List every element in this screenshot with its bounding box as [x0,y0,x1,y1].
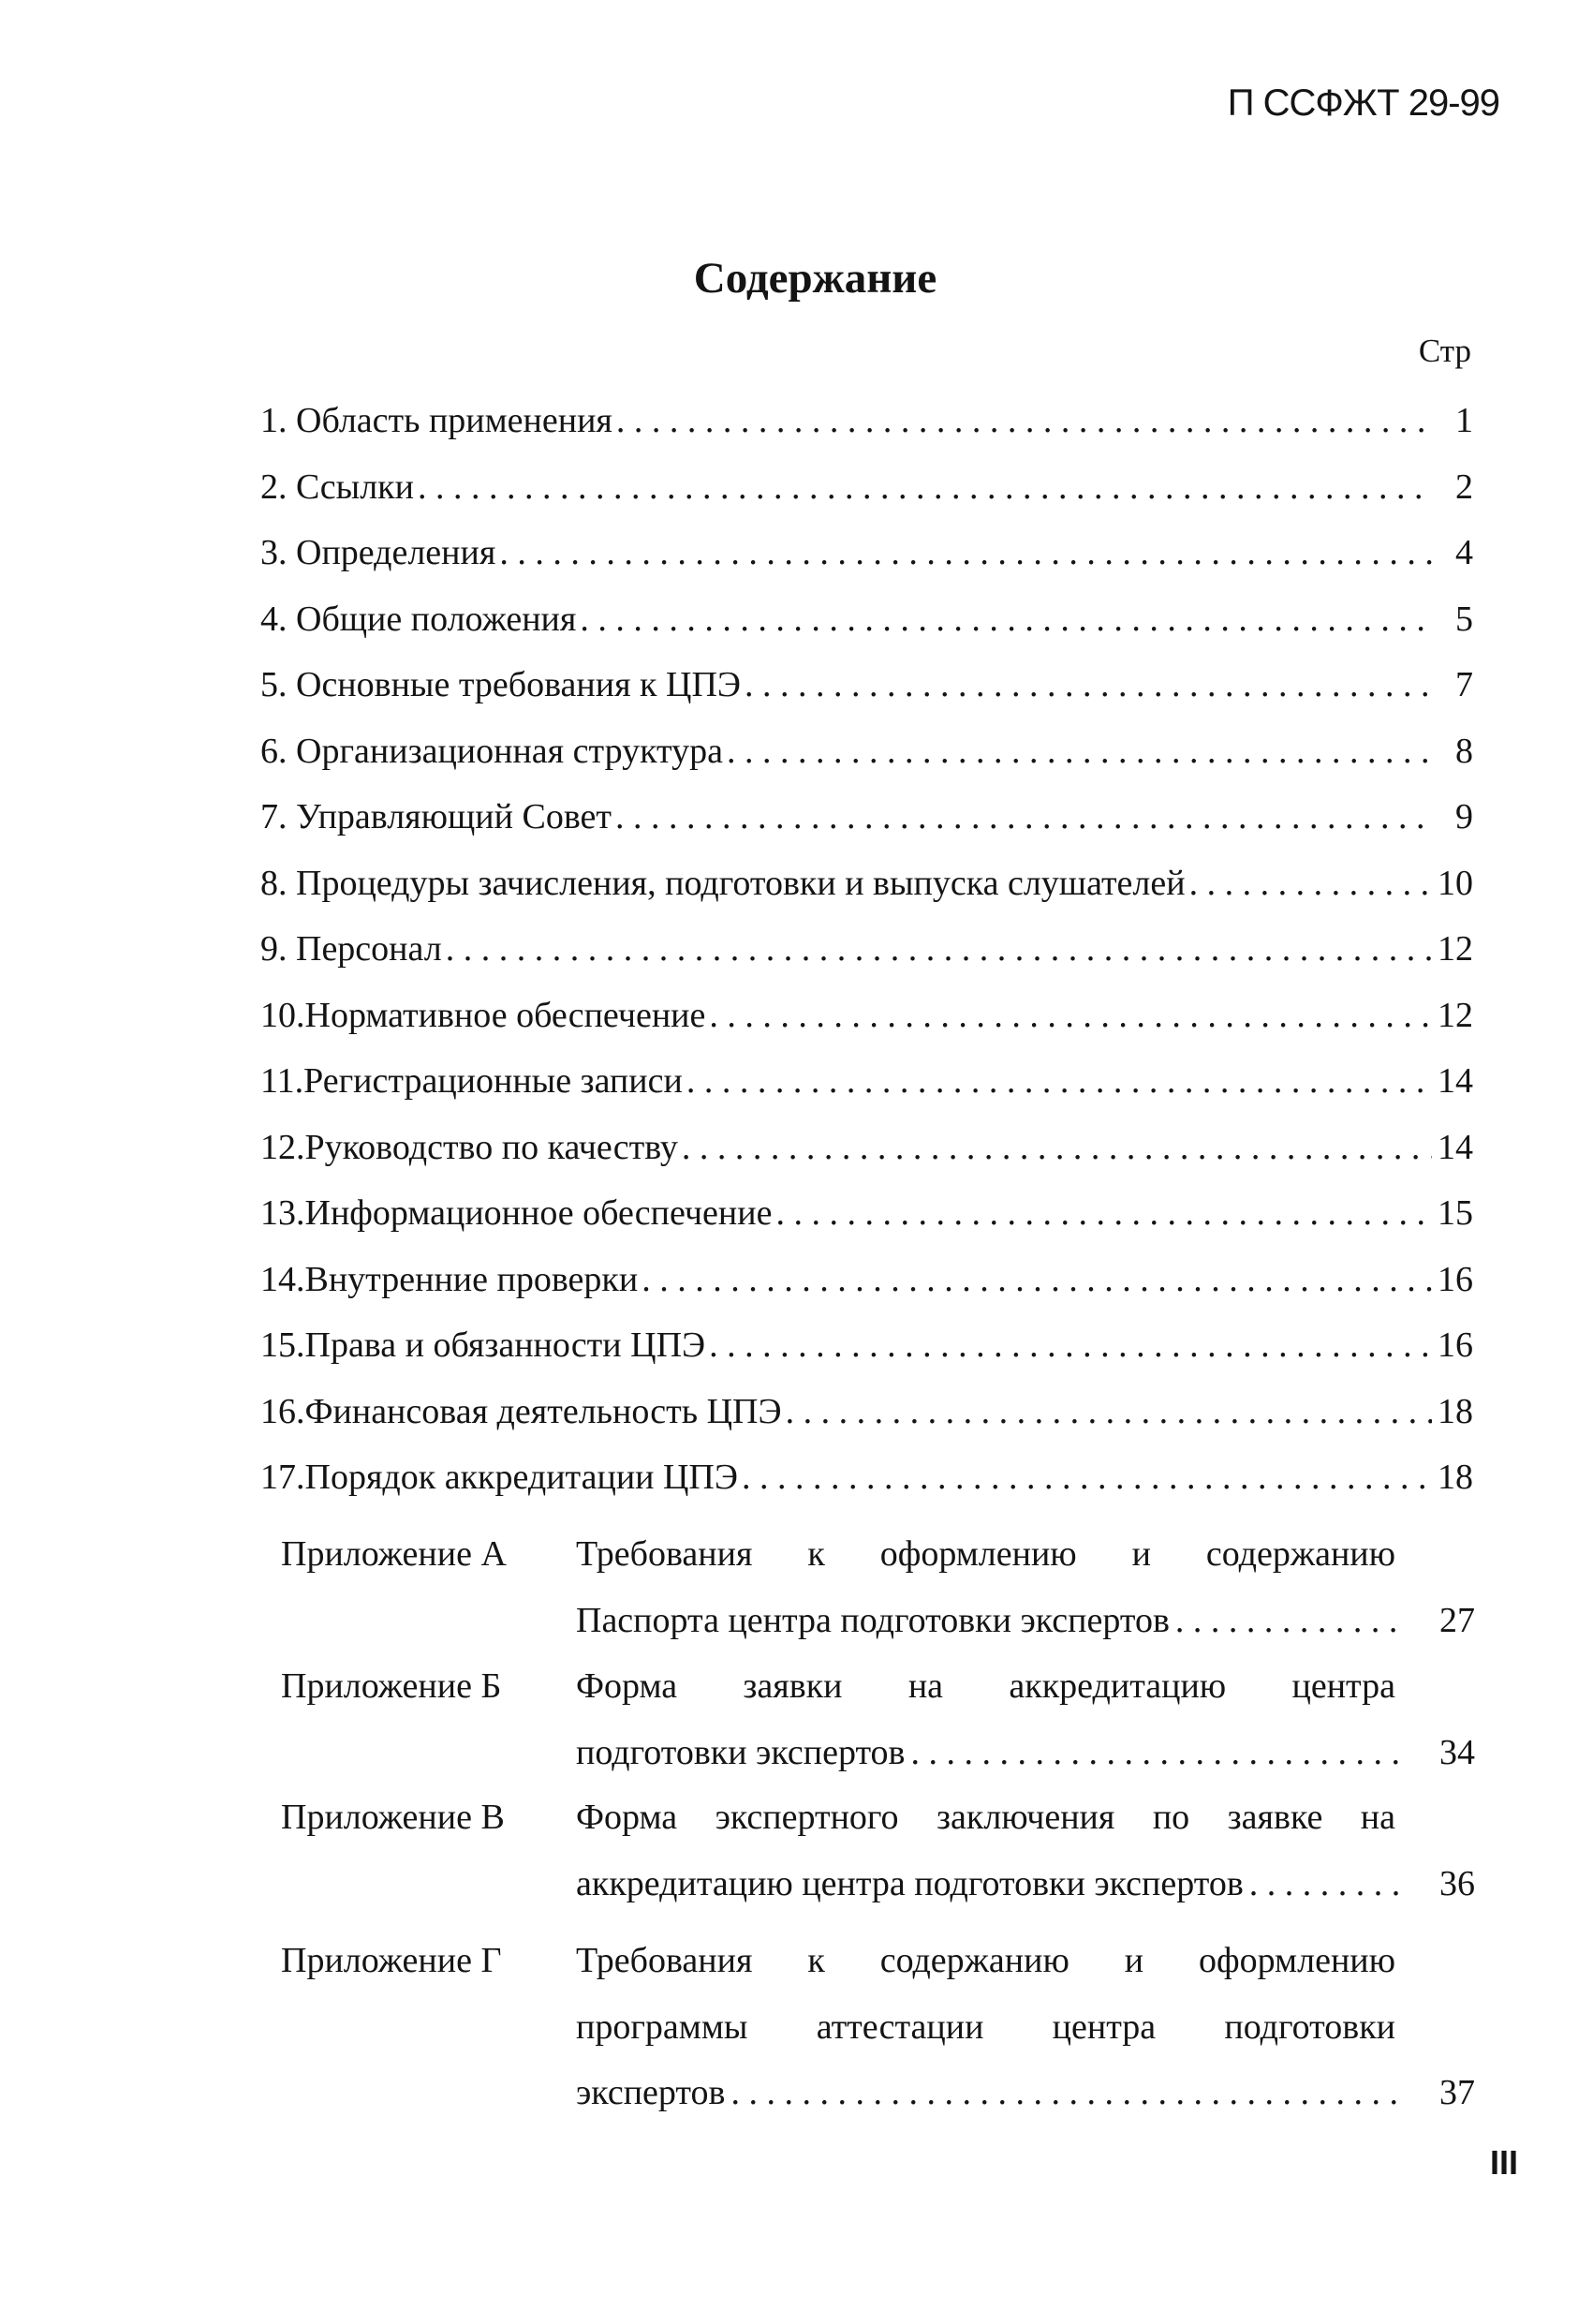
appendix-title-text: Требования к содержанию и оформлению [576,1941,1395,1980]
toc-entry-label: 11.Регистрационные записи [260,1061,683,1101]
toc-entry [260,796,1473,863]
appendix-label: Приложение А [281,1534,507,1574]
toc-entry [260,1325,1473,1391]
appendix-title-text: Форма экспертного заключения по заявке на [576,1798,1395,1837]
toc-entry [260,400,1473,466]
dot-leader [682,1127,1432,1168]
appendix-title-line [576,1600,1475,1666]
appendix-title-line [576,1797,1475,1863]
toc-entry [260,928,1473,995]
dot-leader [418,466,1432,508]
toc-entry [260,1127,1473,1193]
page-number: III [1489,2143,1518,2182]
dot-leader [1175,1600,1399,1641]
dot-leader [446,928,1432,970]
toc-entry [260,1259,1473,1325]
dot-leader [911,1732,1400,1773]
toc-entry-page: 8 [1455,731,1473,771]
toc-entry-page: 12 [1438,929,1473,969]
appendix-label: Приложение В [281,1798,505,1837]
toc-entry-page: 5 [1455,599,1473,639]
dot-leader [786,1391,1432,1432]
appendix-title-line [576,1665,1475,1732]
appendix-page: 37 [1439,2073,1475,2112]
appendix-page: 36 [1439,1863,1475,1903]
toc-entry-page: 9 [1455,797,1473,836]
dot-leader [499,532,1432,573]
dot-leader [642,1259,1432,1300]
toc-entry-label: 1. Область применения [260,401,612,440]
toc-entry-page: 16 [1438,1325,1473,1365]
dot-leader [730,2072,1399,2113]
toc-entry [260,664,1473,731]
appendix-title-line [576,2072,1475,2139]
toc-entry-page: 18 [1438,1458,1473,1497]
dot-leader [580,599,1432,640]
toc-entry-page: 14 [1438,1127,1473,1167]
appendix-title-text: Паспорта центра подготовки экспертов [576,1600,1170,1640]
dot-leader [709,1325,1432,1366]
dot-leader [727,731,1432,772]
toc-entry-label: 14.Внутренние проверки [260,1259,639,1299]
toc-entry [260,1192,1473,1259]
toc-entry [260,1457,1473,1523]
document-code: П ССФЖТ 29-99 [1227,82,1499,124]
appendix-title [576,1797,1475,1929]
toc-entry-page: 12 [1438,995,1473,1035]
appendix-title [576,1533,1475,1665]
dot-leader [615,796,1432,837]
appendix-title-line [576,1940,1475,2006]
page-column-label: Стр [1418,333,1471,369]
toc-entry-label: 8. Процедуры зачисления, подготовки и выпуска слушателей [260,863,1186,903]
appendix-title-text: аккредитацию центра подготовки экспертов [576,1863,1244,1903]
toc-entry [260,599,1473,665]
page-title: Содержание [693,254,937,303]
appendix-title-line [576,2006,1475,2073]
appendix-page: 34 [1439,1732,1475,1772]
dot-leader [1189,863,1432,904]
toc-entry-label: 15.Права и обязанности ЦПЭ [260,1325,706,1365]
toc-entry-label: 2. Ссылки [260,466,414,507]
toc-entry [260,466,1473,533]
toc-entry-label: 3. Определения [260,533,496,572]
toc-entry-page: 16 [1438,1259,1473,1299]
appendix-title-text: Требования к оформлению и содержанию [576,1534,1395,1574]
toc-entry-label: 10.Нормативное обеспечение [260,995,706,1035]
toc-entry [260,995,1473,1061]
appendix-label: Приложение Г [281,1941,502,1980]
toc-entry-page: 4 [1455,533,1473,572]
toc-entry-page: 7 [1455,665,1473,704]
toc-entry-label: 16.Финансовая деятельность ЦПЭ [260,1391,782,1431]
toc-entry [260,532,1473,599]
dot-leader [1249,1863,1399,1904]
dot-leader [745,664,1432,705]
appendix-title-text: экспертов [576,2073,726,2112]
toc-entry-label: 17.Порядок аккредитации ЦПЭ [260,1458,738,1497]
toc-entry-page: 18 [1438,1391,1473,1431]
appendix-page: 27 [1439,1600,1475,1640]
toc-entry-page: 2 [1455,466,1473,507]
toc-entry-label: 7. Управляющий Совет [260,797,612,836]
table-of-contents [260,400,1473,1523]
toc-entry [260,1391,1473,1458]
toc-entry-page: 10 [1438,863,1473,903]
toc-entry-page: 1 [1455,401,1473,440]
toc-entry-label: 12.Руководство по качеству [260,1127,678,1167]
appendix-title-line [576,1863,1475,1930]
toc-entry-label: 4. Общие положения [260,599,577,639]
appendix-title-text: подготовки экспертов [576,1732,906,1772]
toc-entry-page: 14 [1438,1061,1473,1101]
toc-entry-label: 13.Информационное обеспечение [260,1193,773,1233]
toc-entry [260,1060,1473,1127]
appendix-title [576,1665,1475,1798]
appendix-title-line [576,1732,1475,1799]
toc-entry [260,863,1473,929]
toc-entry-label: 9. Персонал [260,929,442,969]
dot-leader [686,1060,1432,1102]
dot-leader [616,400,1432,441]
appendix-title-text: Форма заявки на аккредитацию центра [576,1666,1395,1706]
appendix-title-line [576,1533,1475,1600]
toc-entry [260,731,1473,797]
appendix-label: Приложение Б [281,1666,502,1706]
appendix-title-text: программы аттестации центра подготовки [576,2006,1395,2047]
appendix-title [576,1940,1475,2139]
toc-entry-label: 6. Организационная структура [260,731,723,771]
dot-leader [775,1192,1432,1234]
toc-entry-label: 5. Основные требования к ЦПЭ [260,665,741,704]
dot-leader [709,995,1432,1036]
toc-entry-page: 15 [1438,1193,1473,1233]
dot-leader [742,1457,1432,1498]
